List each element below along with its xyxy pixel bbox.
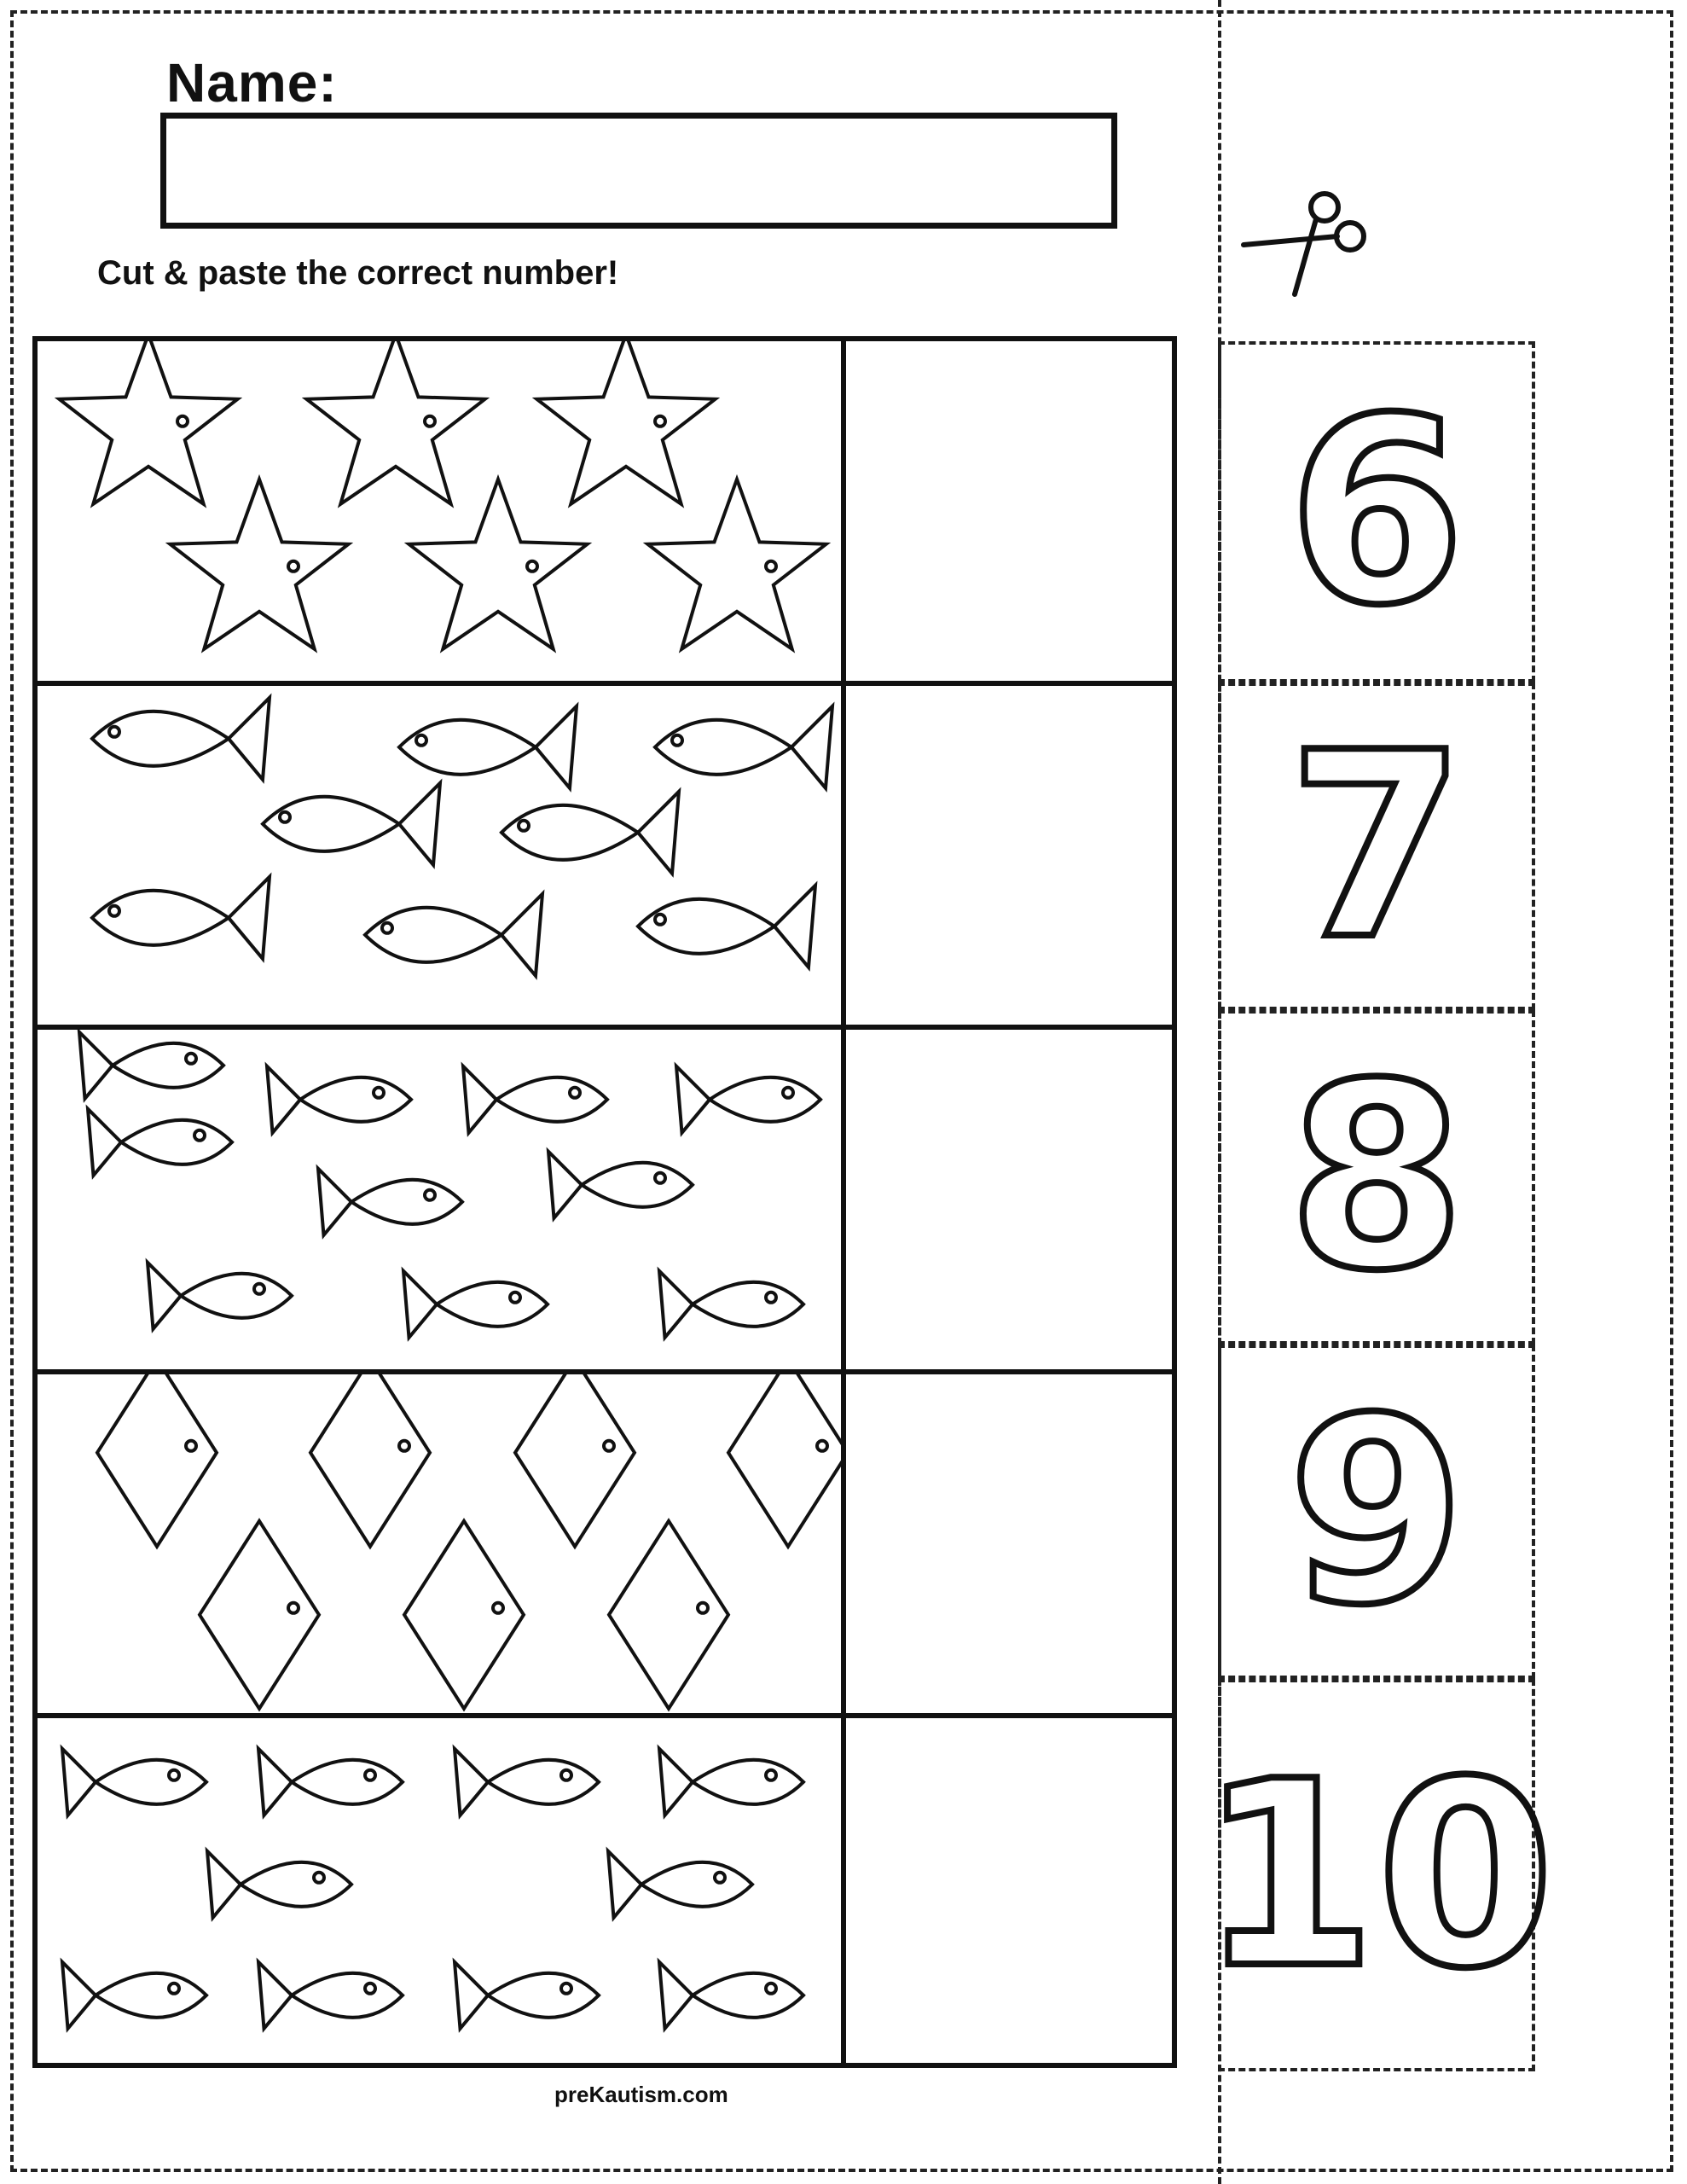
fish-eye — [570, 1088, 580, 1098]
number-9: 9 — [1287, 1362, 1466, 1661]
number-10: 10 — [1198, 1726, 1555, 2024]
fish-figure — [79, 1032, 223, 1099]
dolphin-figure — [365, 893, 542, 975]
dolphin-eye — [519, 820, 529, 830]
dolphin-eye — [109, 726, 119, 736]
dolphin-figure — [501, 791, 679, 873]
picture-cell-fish — [38, 1718, 846, 2063]
fish-figure — [148, 1263, 292, 1329]
clownfish-group — [38, 1030, 841, 1369]
name-field[interactable] — [160, 113, 1117, 229]
fish-eye — [766, 1984, 776, 1994]
angel-figure — [200, 1521, 319, 1709]
star-figure — [306, 341, 484, 504]
fish-figure — [62, 1749, 206, 1815]
answer-box-2[interactable] — [846, 686, 1172, 1031]
fish-figure — [267, 1066, 411, 1133]
fish-figure — [659, 1962, 803, 2029]
dolphin-eye — [382, 922, 392, 932]
dolphin-figure — [263, 782, 440, 864]
number-6: 6 — [1287, 363, 1466, 661]
fish-eye — [766, 1292, 776, 1303]
fish-eye — [561, 1770, 571, 1780]
dolphin-eye — [672, 735, 682, 745]
answer-box-3[interactable] — [846, 1030, 1172, 1374]
star-figure — [170, 479, 348, 649]
fish-figure — [318, 1169, 462, 1235]
starfish-group — [38, 341, 841, 681]
fish-eye — [194, 1130, 205, 1141]
fish-eye — [715, 1873, 725, 1883]
angel-figure — [728, 1374, 841, 1547]
picture-cell-angelfish — [38, 1374, 846, 1719]
fish-figure — [258, 1749, 403, 1815]
dolphin-group — [38, 686, 841, 1025]
star-eye — [766, 561, 776, 572]
picture-cell-starfish — [38, 341, 846, 686]
dolphin-figure — [638, 885, 815, 967]
star-figure — [647, 479, 826, 649]
fish-figure — [455, 1749, 599, 1815]
fish-eye — [169, 1984, 179, 1994]
fish-eye — [766, 1770, 776, 1780]
angel-eye — [817, 1441, 827, 1451]
star-figure — [59, 341, 237, 504]
scissors-icon — [1235, 183, 1371, 303]
fish-figure — [676, 1066, 820, 1133]
dolphin-figure — [399, 706, 577, 787]
star-figure — [409, 479, 587, 649]
fish-eye — [169, 1770, 179, 1780]
dolphin-eye — [109, 905, 119, 915]
fish-eye — [254, 1284, 264, 1294]
answer-box-1[interactable] — [846, 341, 1172, 686]
dolphin-eye — [416, 735, 426, 745]
fish-eye — [783, 1088, 793, 1098]
fish-eye — [314, 1873, 324, 1883]
dolphin-figure — [92, 697, 270, 779]
fish-figure — [403, 1271, 548, 1338]
instruction-text: Cut & paste the correct number! — [97, 254, 619, 292]
fish-eye — [655, 1173, 665, 1183]
number-card-6[interactable] — [1218, 341, 1535, 682]
angelfish-group — [38, 1374, 841, 1714]
star-eye — [425, 416, 435, 427]
dolphin-figure — [92, 876, 270, 958]
star-eye — [177, 416, 188, 427]
dolphin-figure — [655, 706, 832, 787]
fish-eye — [510, 1292, 520, 1303]
fish-eye — [365, 1770, 375, 1780]
number-card-9[interactable] — [1218, 1345, 1535, 1679]
answer-box-4[interactable] — [846, 1374, 1172, 1719]
angel-figure — [97, 1374, 217, 1547]
dolphin-eye — [280, 811, 290, 822]
fish-eye — [365, 1984, 375, 1994]
fish-figure — [608, 1851, 752, 1918]
fish-eye — [186, 1054, 196, 1064]
dolphin-eye — [655, 914, 665, 924]
star-figure — [536, 341, 715, 504]
counting-grid — [32, 336, 1177, 2068]
number-8: 8 — [1287, 1028, 1466, 1327]
star-eye — [527, 561, 537, 572]
angel-eye — [186, 1441, 196, 1451]
angel-eye — [698, 1603, 708, 1613]
fish-eye — [561, 1984, 571, 1994]
fish-figure — [455, 1962, 599, 2029]
fish-figure — [463, 1066, 607, 1133]
angel-figure — [609, 1521, 728, 1709]
picture-cell-dolphins — [38, 686, 846, 1031]
fish-eye — [425, 1190, 435, 1200]
answer-box-5[interactable] — [846, 1718, 1172, 2063]
angel-eye — [399, 1441, 409, 1451]
fish-figure — [258, 1962, 403, 2029]
angel-figure — [404, 1521, 524, 1709]
footer-site: preKautism.com — [554, 2082, 728, 2107]
angel-eye — [604, 1441, 614, 1451]
name-label: Name: — [166, 52, 338, 113]
number-card-7[interactable] — [1218, 682, 1535, 1010]
fish-figure — [207, 1851, 351, 1918]
angel-eye — [288, 1603, 299, 1613]
number-card-8[interactable] — [1218, 1010, 1535, 1345]
star-eye — [655, 416, 665, 427]
fish-figure — [659, 1271, 803, 1338]
star-eye — [288, 561, 299, 572]
fish-figure — [62, 1962, 206, 2029]
fish-figure — [548, 1152, 693, 1218]
number-7: 7 — [1287, 697, 1466, 996]
angel-figure — [310, 1374, 430, 1547]
fish-eye — [374, 1088, 384, 1098]
fish-figure — [88, 1109, 232, 1176]
angel-eye — [493, 1603, 503, 1613]
number-card-10[interactable] — [1198, 1679, 1555, 2071]
angel-figure — [515, 1374, 635, 1547]
fish-figure — [659, 1749, 803, 1815]
fish-group — [38, 1718, 841, 2063]
picture-cell-clownfish — [38, 1030, 846, 1374]
